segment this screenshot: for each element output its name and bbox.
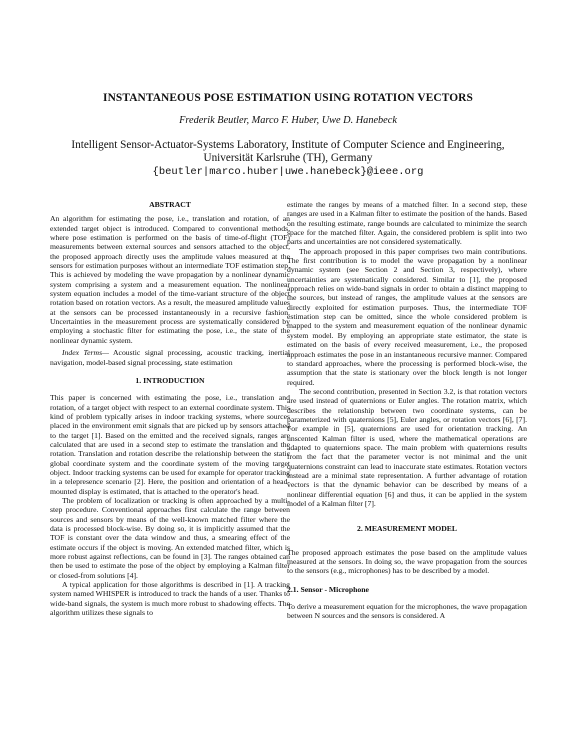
affiliation-line-1: Intelligent Sensor-Actuator-Systems Laboratory, Institute of Computer Science and Engineering, xyxy=(71,139,505,151)
intro-paragraph-3-cont: estimate the ranges by means of a matched filter. In a second step, these ranges are used in a Kalman filter to estimate the position of the hands. Based on the resulting estimate, range bounds are calculated to minimize the search space for the matched filter. Again, the considered problem is split into two parts and uncertainties are not considered systematically. xyxy=(287,200,527,247)
paper-title: INSTANTANEOUS POSE ESTIMATION USING ROTATION VECTORS xyxy=(103,92,473,104)
section-2-paragraph-1: The proposed approach estimates the pose based on the amplitude values measured at the sensors. In doing so, the wave propagation from the sources to the sensors (e.g., microphones) has to be described by a model. xyxy=(287,547,527,576)
paper-authors: Frederik Beutler, Marco F. Huber, Uwe D. Hanebeck xyxy=(179,115,397,126)
author-emails: {beutler|marco.huber|uwe.hanebeck}@ieee.org xyxy=(152,166,424,178)
intro-paragraph-2: The problem of localization or tracking is often approached by a multi-step procedure. Conventional approaches first calculate the range between sources and sensors by means of the well-known matched filter where the data is processed block-wise. By doing so, it is implicitly assumed that the TOF is constant over the data window and thus, a smearing effect of the estimate occurs if the object is moving. An extended matched filter, which is more robust against reflections, can be found in [3]. The ranges obtained can then be used to estimate the pose of the object by employing a Kalman filter or closed-from solutions [4]. xyxy=(50,495,290,580)
index-terms-label: Index Terms— xyxy=(62,348,109,358)
intro-heading: 1. INTRODUCTION xyxy=(135,375,205,385)
section-2-heading: 2. MEASUREMENT MODEL xyxy=(356,524,458,534)
affiliation-line-2: Universität Karlsruhe (TH), Germany xyxy=(203,152,373,164)
intro-paragraph-3: A typical application for those algorithms is described in [1]. A tracking system named WHISPER is introduced to track the hands of a user. Thanks to wide-band signals, the system is much more robust to shadowing effects. The algorithm utilizes these signals to xyxy=(50,580,290,618)
intro-paragraph-4: The approach proposed in this paper comprises two main contributions. The first contribution is to model the wave propagation by a nonlinear dynamic system (see Section 2 and Section 3, respectively), where uncertainties are systematically considered. Similar to [1], the proposed approach relies on wide-band signals in order to obtain a distinct mapping to the sources, but instead of ranges, the amplitude values at the sensors are directly exploited for estimation purposes. Thus, the intermediate TOF estimation step can be omitted, since the whole considered problem is mapped to the system and measurement equation of the nonlinear dynamic system model. By employing an appropriate state estimator, the state is estimated on the basis of every received measurement, i.e., the proposed approach estimates the pose in an instantaneous recursive manner. Compared to standard approaches, where the processing is performed block-wise, the assumption that the state is stationary over the block length is not longer required. xyxy=(287,246,527,387)
subsection-2-1-heading: 2.1. Sensor - Microphone xyxy=(287,584,369,594)
right-column xyxy=(287,200,527,621)
intro-paragraph-5: The second contribution, presented in Section 3.2, is that rotation vectors are used instead of quaternions or Euler angles. The rotation matrix, which describes the relationship between two coordinate systems, can be parameterized with quaternions [5], Euler angles, or rotation vectors [6], [7]. For example in [5], quaternions are used for orientation tracking. An unscented Kalman filter is used, where the mathematical operations are adapted to quaternions space. The main problem with quaternions results from the fact that the parameter vector is not minimal and the unit quaternions constraint can lead to inaccurate state estimates. Rotation vectors instead are a minimal state representation. A further advantage of rotation vectors is that the dynamic behavior can be described by means of a nonlinear differential equation [6] and thus, it can be applied in the system model of a Kalman filter [7]. xyxy=(287,386,527,508)
intro-paragraph-1: This paper is concerned with estimating the pose, i.e., translation and rotation, of a target object with respect to an external coordinate system. This kind of problem typically arises in indoor tracking systems, where sources placed in the environment emit signals that are picked up by sensors attached to the target [1]. Based on the emitted and the received signals, ranges are calculated that are used in a second step to estimate the translation and the rotation. Translation and rotation describe the relationship between the static global coordinate system and the coordinate system of the moving target object. Indoor tracking systems can be used for example for operator tracking in a telepresence scenario [2]. Here, the position and orientation of a head-mounted display is estimated, that is attached to the operator's head. xyxy=(50,393,290,496)
abstract-heading: ABSTRACT xyxy=(149,200,191,209)
index-terms-text: Acoustic signal processing, acoustic tracking, inertial navigation, model-based signal processing, state estimation xyxy=(50,348,291,367)
left-column xyxy=(50,200,290,617)
index-terms xyxy=(50,348,290,367)
affiliation xyxy=(40,139,536,179)
subsection-2-1-paragraph-1: To derive a measurement equation for the microphones, the wave propagation between N sources and the sensors is considered. A xyxy=(287,602,527,621)
abstract-text: An algorithm for estimating the pose, i.e., translation and rotation, of an extended target object is introduced. Compared to conventional methods, where pose estimation is performed on the basis of time-of-flight (TOF) measurements between external sources and sensors attached to the object, the proposed approach directly uses the amplitude values measured at the sensors for estimation purposes without an intermediate TOF estimation step. This is achieved by modeling the wave propagation by a nonlinear dynamic system comprising a system and a measurement equation. The nonlinear system equation includes a model of the time-variant structure of the object rotation based on rotation vectors. As a result, the measured amplitude values at the sensors can be processed instantaneously in a recursive fashion. Uncertainties in the measurement process are systematically considered by employing a stochastic filter for estimating the pose, i.e., the state of the nonlinear dynamic system. xyxy=(50,214,290,345)
